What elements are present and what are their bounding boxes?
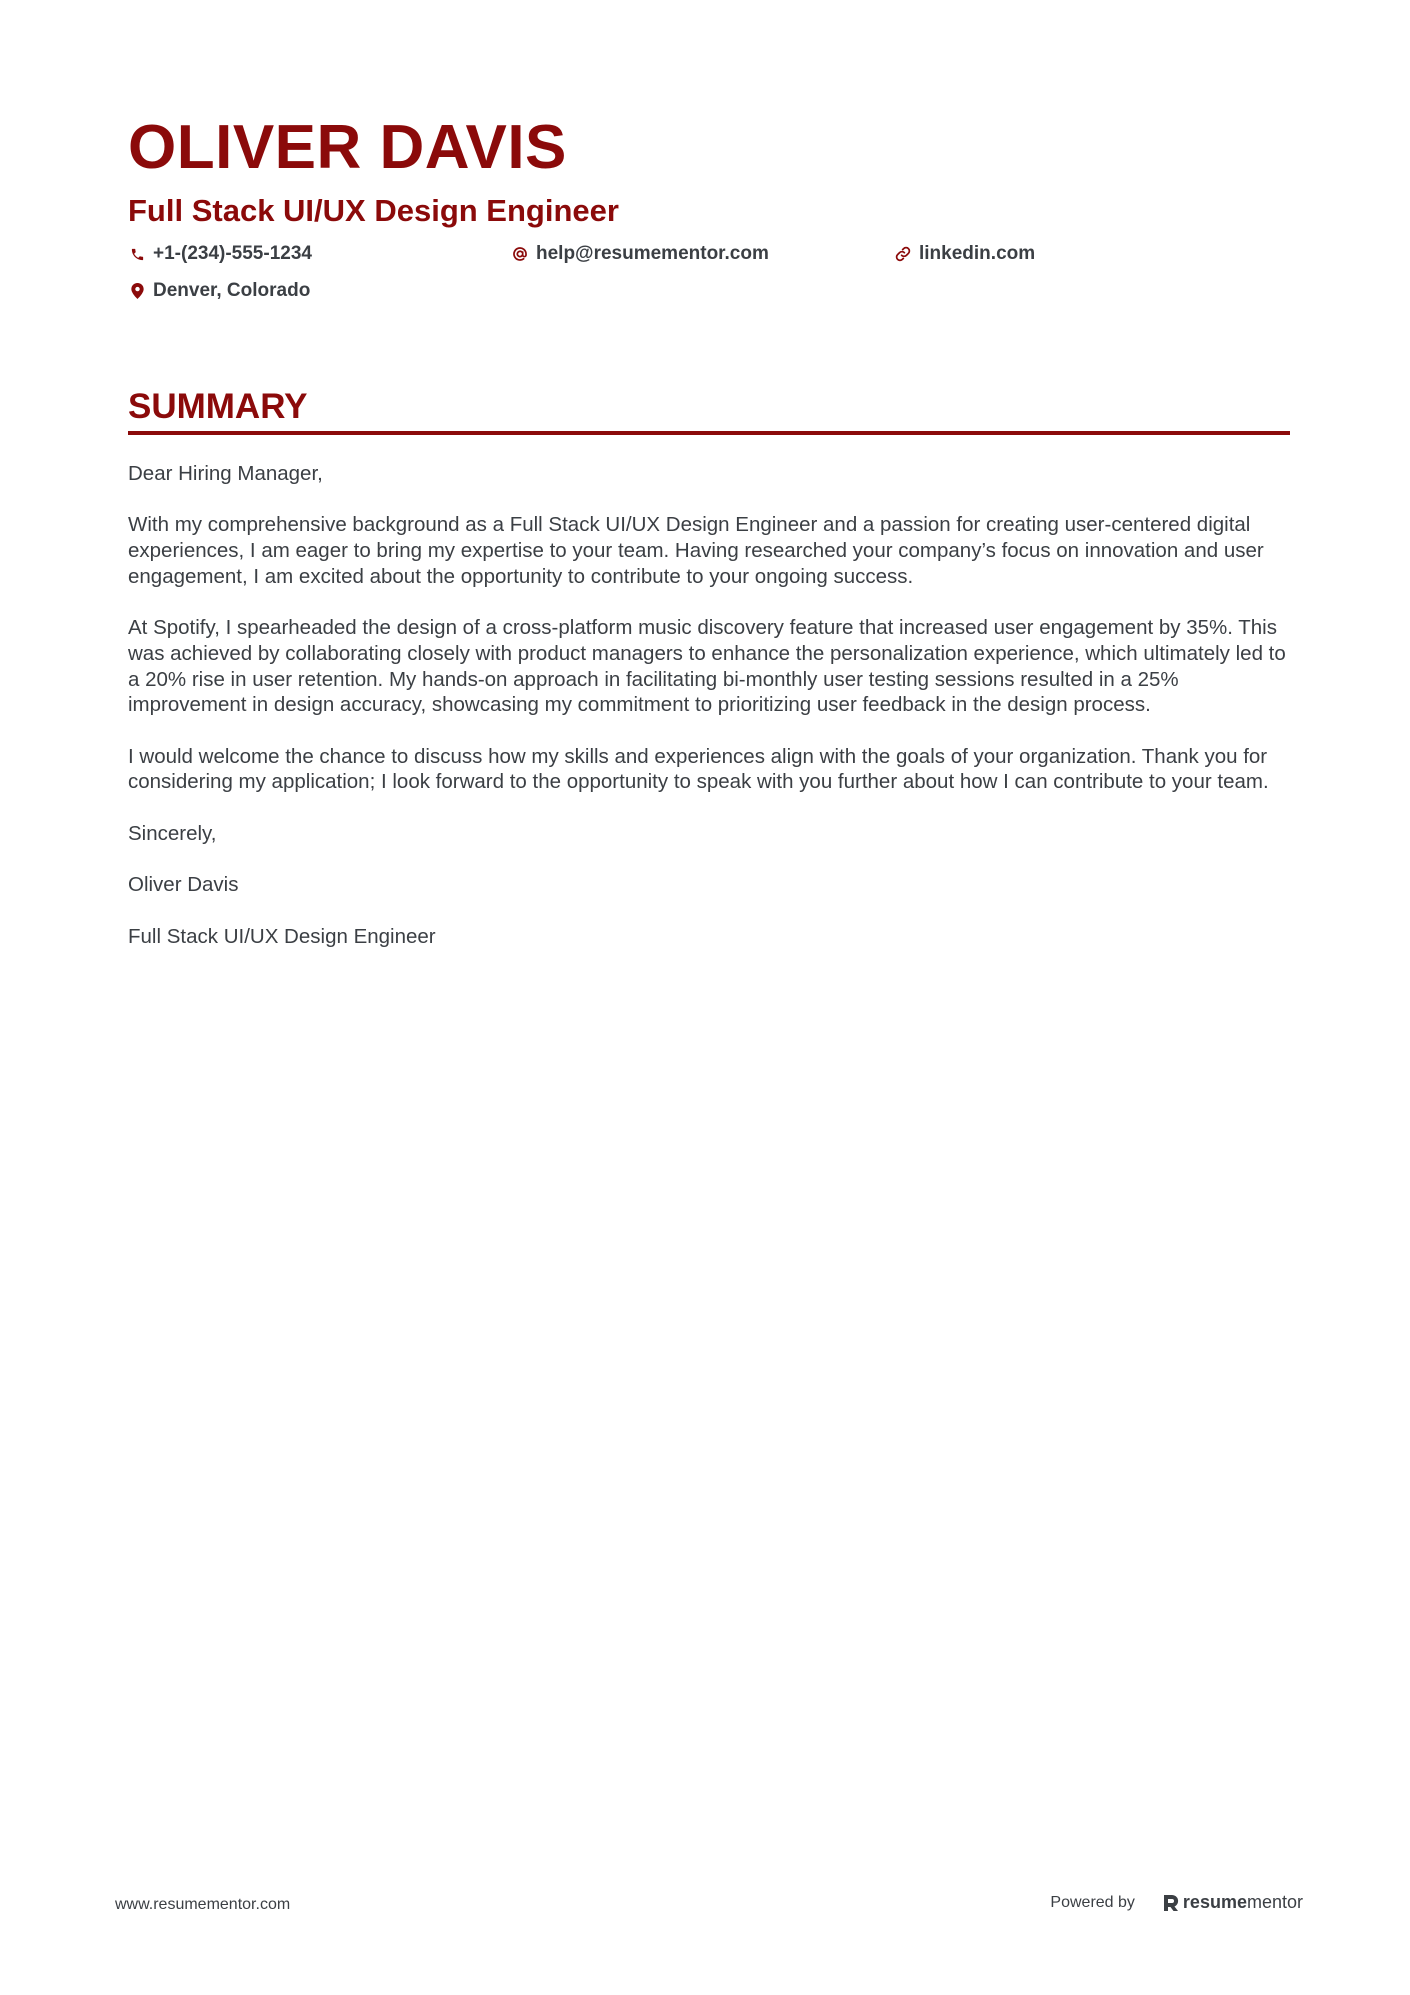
powered-by-text: Powered by bbox=[1050, 1893, 1135, 1911]
signature-title: Full Stack UI/UX Design Engineer bbox=[128, 924, 436, 948]
body-paragraph: At Spotify, I spearheaded the design of a cross-platform music discovery feature that increased user engagement by 35%. This was achieved by collaborating closely with product managers to enhance the personalization experience, which ultimately led to a 20% rise in user retention. My hands-on approach in facilitating bi-monthly user testing sessions resulted in a 25% improvement in design accuracy, showcasing my commitment to prioritizing user feedback in the design process. bbox=[128, 616, 1286, 717]
closing: Sincerely, bbox=[128, 821, 217, 845]
body-paragraph: I would welcome the chance to discuss how my skills and experiences align with the goals of your organization. Thank you for considering my application; I look forward to the opportunity to speak with you further about how I can contribute to your team. bbox=[128, 744, 1269, 794]
location-text: Denver, Colorado bbox=[153, 280, 311, 301]
contact-email bbox=[511, 242, 769, 266]
salutation: Dear Hiring Manager, bbox=[128, 462, 323, 485]
link-icon bbox=[894, 245, 912, 263]
brand-name-part1: resume bbox=[1182, 1892, 1247, 1912]
location-pin-icon bbox=[128, 282, 146, 300]
phone-text: +1-(234)-555-1234 bbox=[153, 243, 312, 264]
summary-body bbox=[128, 461, 1290, 975]
candidate-role: Full Stack UI/UX Design Engineer bbox=[128, 193, 619, 228]
footer-website[interactable]: www.resumementor.com bbox=[115, 1896, 291, 1913]
signature-name: Oliver Davis bbox=[128, 873, 239, 897]
link-text: linkedin.com bbox=[919, 243, 1036, 264]
email-text: help@resumementor.com bbox=[536, 243, 769, 264]
candidate-name: OLIVER DAVIS bbox=[128, 113, 567, 182]
phone-icon bbox=[128, 245, 146, 263]
contact-location bbox=[128, 279, 310, 303]
at-icon bbox=[511, 245, 529, 263]
contact-phone bbox=[128, 242, 312, 266]
body-paragraph: With my comprehensive background as a Full Stack UI/UX Design Engineer and a passion for creating user-centered digital experiences, I am eager to bring my expertise to your team. Having researched your company’s focus on innovation and user engagement, I am excited about the opportunity to contribute to your ongoing success. bbox=[128, 513, 1264, 588]
summary-heading: SUMMARY bbox=[128, 387, 308, 426]
resumementor-logo-icon bbox=[1163, 1894, 1179, 1912]
brand-name-part2: mentor bbox=[1246, 1892, 1303, 1912]
section-divider bbox=[128, 431, 1290, 435]
footer-branding bbox=[1050, 1892, 1303, 1913]
contact-link bbox=[894, 242, 1035, 266]
